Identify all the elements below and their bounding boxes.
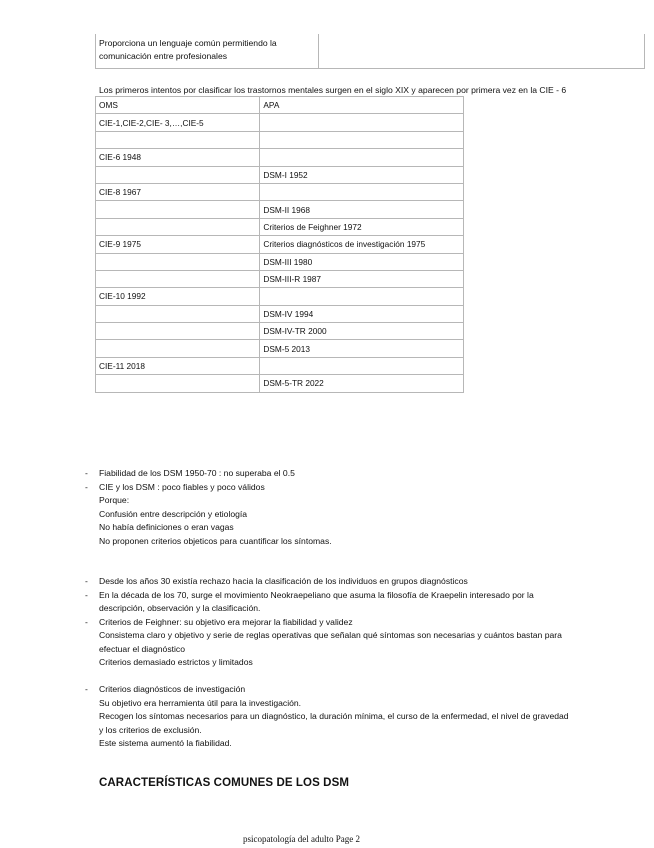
list-item-line: Porque: bbox=[99, 495, 130, 505]
table-row bbox=[96, 114, 464, 131]
list-item bbox=[85, 467, 625, 481]
table-row bbox=[96, 183, 464, 200]
list-item-line: Desde los años 30 existía rechazo hacia la clasificación de los individuos en grupos diagnósticos bbox=[99, 576, 468, 586]
cell-oms: CIE-6 1948 bbox=[96, 149, 260, 166]
table-row bbox=[96, 270, 464, 287]
table-row bbox=[96, 149, 464, 166]
cell-oms: CIE-11 2018 bbox=[96, 357, 260, 374]
cell-apa: DSM-5-TR 2022 bbox=[260, 375, 464, 392]
list-item bbox=[85, 575, 645, 589]
list-item-line: Confusión entre descripción y etiología bbox=[99, 508, 248, 519]
top-table-empty-cell bbox=[319, 34, 644, 68]
list-item-line: Fiabilidad de los DSM 1950-70 : no superaba el 0.5 bbox=[99, 468, 295, 478]
header-apa: APA bbox=[260, 97, 464, 114]
list-item bbox=[85, 481, 625, 549]
list-item-line: y los criterios de exclusión. bbox=[99, 724, 202, 735]
list-item-line: Este sistema aumentó la fiabilidad. bbox=[99, 738, 232, 748]
cell-oms bbox=[96, 270, 260, 287]
list-item-line: efectuar el diagnóstico bbox=[99, 643, 185, 654]
list-item-line: No proponen criterios objeticos para cuantificar los síntomas. bbox=[99, 535, 332, 546]
top-table bbox=[95, 34, 645, 69]
classification-table bbox=[95, 96, 464, 393]
table-row bbox=[96, 323, 464, 340]
bullet-dash: - bbox=[85, 468, 88, 478]
list-item-line: Criterios diagnósticos de investigación bbox=[99, 684, 246, 694]
cell-oms bbox=[96, 201, 260, 218]
cell-apa: DSM-5 2013 bbox=[260, 340, 464, 357]
table-row bbox=[96, 253, 464, 270]
cell-apa: Criterios diagnósticos de investigación 1975 bbox=[260, 236, 464, 253]
cell-apa bbox=[260, 288, 464, 305]
table-row bbox=[96, 288, 464, 305]
cell-oms bbox=[96, 166, 260, 183]
list-item-line: No había definiciones o eran vagas bbox=[99, 522, 234, 532]
cell-apa bbox=[260, 114, 464, 131]
cell-apa: DSM-III-R 1987 bbox=[260, 270, 464, 287]
list-item-line: Su objetivo era herramienta útil para la investigación. bbox=[99, 697, 302, 708]
list-item-line: Criterios demasiado estrictos y limitados bbox=[99, 657, 253, 667]
bullet-dash: - bbox=[85, 576, 88, 586]
cell-apa: DSM-II 1968 bbox=[260, 201, 464, 218]
cell-oms: CIE-9 1975 bbox=[96, 236, 260, 253]
cell-apa bbox=[260, 149, 464, 166]
cell-apa: DSM-IV 1994 bbox=[260, 305, 464, 322]
cell-apa bbox=[260, 357, 464, 374]
cell-apa: Criterios de Feighner 1972 bbox=[260, 218, 464, 235]
bullet-group-1 bbox=[85, 467, 625, 548]
list-item-line: Consistema claro y objetivo y serie de reglas operativas que señalan qué síntomas son necesarias y cuántos bastan para bbox=[99, 630, 562, 640]
cell-oms bbox=[96, 131, 260, 148]
header-oms: OMS bbox=[96, 97, 260, 114]
cell-oms: CIE-8 1967 bbox=[96, 183, 260, 200]
cell-oms bbox=[96, 375, 260, 392]
bullet-group-2 bbox=[85, 575, 645, 670]
cell-apa: DSM-IV-TR 2000 bbox=[260, 323, 464, 340]
cell-apa bbox=[260, 131, 464, 148]
cell-oms bbox=[96, 305, 260, 322]
page-footer: psicopatología del adulto Page 2 bbox=[243, 834, 360, 844]
table-row bbox=[96, 236, 464, 253]
table-row bbox=[96, 340, 464, 357]
cell-oms bbox=[96, 218, 260, 235]
cell-oms bbox=[96, 323, 260, 340]
intro-paragraph: Los primeros intentos por clasificar los trastornos mentales surgen en el siglo XIX y aparecen por primera vez en la CIE - 6 bbox=[99, 85, 567, 95]
table-row bbox=[96, 375, 464, 392]
cell-apa bbox=[260, 183, 464, 200]
cell-apa: DSM-I 1952 bbox=[260, 166, 464, 183]
list-item-line: En la década de los 70, surge el movimiento Neokraepeliano que asuma la filosofía de Kraepelin interesado por la bbox=[99, 589, 534, 600]
bullet-dash: - bbox=[85, 589, 88, 600]
bullet-dash: - bbox=[85, 616, 88, 627]
list-item-line: descripción, observación y la clasificación. bbox=[99, 603, 261, 613]
cell-oms: CIE-1,CIE-2,CIE- 3,…,CIE-5 bbox=[96, 114, 260, 131]
table-header-row bbox=[96, 97, 464, 114]
table-row bbox=[96, 201, 464, 218]
table-row bbox=[96, 305, 464, 322]
list-item-line: CIE y los DSM : poco fiables y poco válidos bbox=[99, 481, 265, 492]
cell-apa: DSM-III 1980 bbox=[260, 253, 464, 270]
table-row bbox=[96, 166, 464, 183]
bullet-dash: - bbox=[85, 481, 88, 492]
cell-oms bbox=[96, 253, 260, 270]
bullet-dash: - bbox=[85, 684, 88, 694]
list-item-line: Criterios de Feighner: su objetivo era mejorar la fiabilidad y validez bbox=[99, 616, 353, 627]
table-row bbox=[96, 357, 464, 374]
table-row bbox=[96, 218, 464, 235]
top-table-cell: Proporciona un lenguaje común permitiendo la comunicación entre profesionales bbox=[96, 34, 319, 68]
cell-oms bbox=[96, 340, 260, 357]
cell-oms: CIE-10 1992 bbox=[96, 288, 260, 305]
list-item bbox=[85, 683, 645, 751]
bullet-group-3 bbox=[85, 683, 645, 751]
list-item bbox=[85, 589, 645, 616]
list-item bbox=[85, 616, 645, 670]
table-row bbox=[96, 131, 464, 148]
list-item-line: Recogen los síntomas necesarios para un diagnóstico, la duración mínima, el curso de la enfermedad, el nivel de gravedad bbox=[99, 711, 569, 721]
section-heading: CARACTERÍSTICAS COMUNES DE LOS DSM bbox=[99, 777, 350, 789]
